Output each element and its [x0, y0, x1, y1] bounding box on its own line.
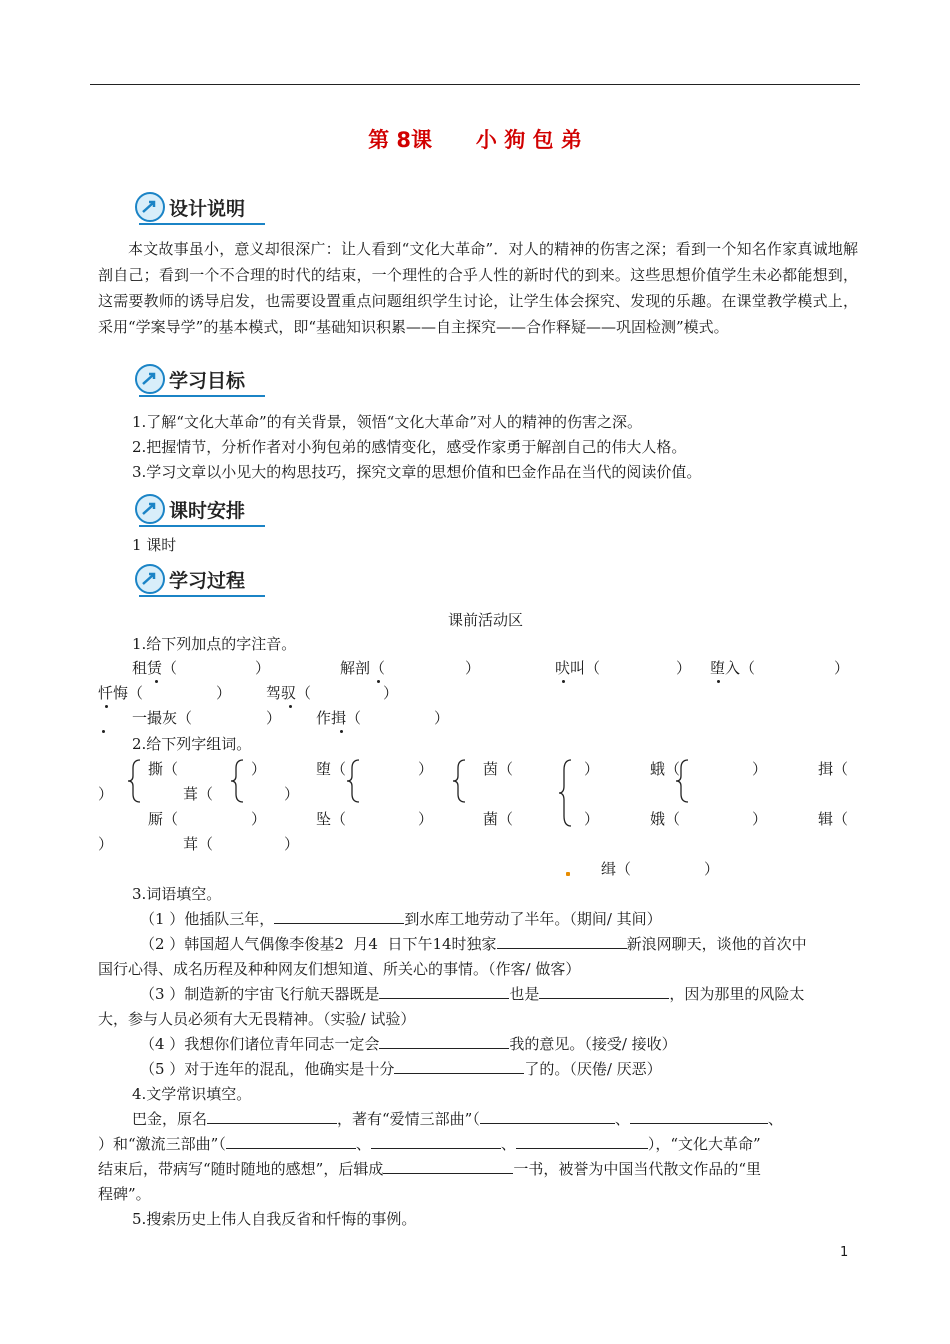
fill-sentence — [98, 1159, 761, 1179]
answer-blank[interactable] — [630, 1123, 768, 1124]
page-number: 1 — [840, 1245, 849, 1260]
fill-text: 也是 — [509, 985, 540, 1003]
fill-text: 新浪网聊天，谈他的首次中 — [626, 935, 807, 953]
fill-text: （1 ）他插队三年， — [140, 910, 275, 928]
fill-sentence — [140, 909, 662, 929]
section-banner-schedule — [135, 492, 275, 526]
word-blank-end: ） — [752, 810, 768, 828]
area-title: 课前活动区 — [448, 611, 524, 629]
word-item: 葺（ — [183, 785, 214, 803]
answer-blank[interactable] — [480, 1123, 615, 1124]
emphasis-dot — [717, 680, 720, 683]
top-rule — [90, 84, 860, 85]
pinyin-item: 租赁（ — [132, 659, 178, 677]
arrow-icon — [135, 564, 165, 594]
goal-item: 1.了解“文化大革命”的有关背景，领悟“文化大革命”对人的精神的伤害之深。 — [132, 413, 642, 431]
brace-icon — [228, 758, 248, 804]
pinyin-item: 忏悔（ — [98, 684, 144, 702]
arrow-icon — [135, 364, 165, 394]
emphasis-dot — [340, 730, 343, 733]
answer-blank[interactable] — [379, 1048, 509, 1049]
fill-text: ），“文化大革命” — [647, 1135, 761, 1153]
pinyin-item: 解剖（ — [340, 659, 386, 677]
word-item: 堕（ — [316, 760, 347, 778]
answer-blank[interactable] — [539, 998, 669, 999]
banner-underline — [139, 223, 265, 225]
fill-text: 一书，被誉为中国当代散文作品的“里 — [513, 1160, 762, 1178]
pinyin-blank-end: ） — [465, 659, 481, 677]
arrow-icon — [135, 494, 165, 524]
question-1-title: 1.给下列加点的字注音。 — [132, 635, 297, 653]
emphasis-dot — [562, 680, 565, 683]
fill-sentence — [140, 984, 804, 1004]
answer-blank[interactable] — [371, 1148, 501, 1149]
emphasis-dot — [377, 680, 380, 683]
fill-text: 到水库工地劳动了半年。（期间/ 其间） — [404, 910, 662, 928]
brace-icon — [450, 758, 470, 804]
word-item: 蛾（ — [650, 760, 681, 778]
answer-blank[interactable] — [379, 998, 509, 999]
word-item: 缉（ — [601, 860, 632, 878]
banner-underline — [139, 595, 265, 597]
fill-text: 结束后，带病写“随时随地的感想”，后辑成 — [98, 1160, 384, 1178]
word-blank-end: ） — [251, 810, 267, 828]
word-blank-end: ） — [98, 785, 114, 803]
word-item: 菌（ — [483, 810, 514, 828]
fill-text: 、 — [614, 1110, 630, 1128]
fill-text: 程碑”。 — [98, 1185, 151, 1203]
fill-text: 巴金，原名 — [132, 1110, 208, 1128]
emphasis-dot — [105, 705, 108, 708]
section-title: 课时安排 — [169, 500, 246, 522]
answer-blank[interactable] — [383, 1173, 513, 1174]
word-blank-end: ） — [584, 760, 600, 778]
fill-text: 、 — [355, 1135, 371, 1153]
fill-sentence — [132, 1109, 783, 1129]
pinyin-item: 驾驭（ — [266, 684, 312, 702]
schedule-text: 1 课时 — [132, 536, 177, 554]
fill-text: 了的。（厌倦/ 厌恶） — [524, 1060, 662, 1078]
pinyin-blank-end: ） — [434, 709, 450, 727]
banner-underline — [139, 525, 265, 527]
fill-text: （3 ）制造新的宇宙飞行航天器既是 — [140, 985, 380, 1003]
goal-item: 2.把握情节，分析作者对小狗包弟的感情变化，感受作家勇于解剖自己的伟大人格。 — [132, 438, 687, 456]
design-paragraph: 本文故事虽小，意义却很深广：让人看到“文化大革命”．对人的精神的伤害之深；看到一个知名作家真诚地解剖自己；看到一个不合理的时代的结束，一个理性的合乎人性的新时代的到来。这些思想价值学生未必都能想到，这需要教师的诱导启发，也需要设置重点问题组织学生讨论，让学生体会探究、发现的乐趣。在课堂教学模式上，采用“学案导学”的基本模式，即“基础知识积累——自主探究——合作释疑——巩固检测”模式。 — [98, 240, 858, 336]
word-item: 坠（ — [316, 810, 347, 828]
fill-text: 我的意见。（接受/ 接收） — [509, 1035, 677, 1053]
pinyin-item: 吠叫（ — [555, 659, 601, 677]
word-blank-end: ） — [418, 760, 434, 778]
pinyin-blank-end: ） — [834, 659, 850, 677]
answer-blank[interactable] — [497, 948, 627, 949]
word-blank-end: ） — [98, 835, 114, 853]
question-3-title: 3.词语填空。 — [132, 885, 222, 903]
goal-item: 3.学习文章以小见大的构思技巧，探究文章的思想价值和巴金作品在当代的阅读价值。 — [132, 463, 702, 481]
lesson-title: 第 8课 小 狗 包 弟 — [368, 128, 582, 152]
pinyin-item: 作揖（ — [316, 709, 362, 727]
word-blank-end: ） — [284, 835, 300, 853]
question-5-title: 5.搜索历史上伟人自我反省和忏悔的事例。 — [132, 1210, 417, 1228]
pinyin-blank-end: ） — [216, 684, 232, 702]
section-title: 学习过程 — [169, 570, 246, 592]
word-item: 厮（ — [148, 810, 179, 828]
question-4-title: 4.文学常识填空。 — [132, 1085, 252, 1103]
word-item: 揖（ — [818, 760, 849, 778]
section-title: 学习目标 — [169, 370, 246, 392]
word-blank-end: ） — [284, 785, 300, 803]
section-banner-process — [135, 562, 275, 596]
fill-text: ）和“激流三部曲”（ — [98, 1135, 226, 1153]
section-banner-design — [135, 190, 275, 224]
fill-sentence — [140, 1059, 662, 1079]
pinyin-blank-end: ） — [676, 659, 692, 677]
word-blank-end: ） — [251, 760, 267, 778]
brace-icon — [125, 758, 145, 804]
section-title: 设计说明 — [169, 198, 246, 220]
fill-text: （4 ）我想你们诸位青年同志一定会 — [140, 1035, 380, 1053]
fill-sentence — [140, 1034, 677, 1054]
answer-blank[interactable] — [226, 1148, 356, 1149]
word-blank-end: ） — [752, 760, 768, 778]
brace-icon — [556, 758, 576, 828]
answer-blank[interactable] — [516, 1148, 648, 1149]
fill-text: （2 ）韩国超人气偶像李俊基2 月4 日下午14时独家 — [140, 935, 497, 953]
banner-underline — [139, 395, 265, 397]
word-item: 茸（ — [183, 835, 214, 853]
answer-blank[interactable] — [274, 923, 404, 924]
pinyin-blank-end: ） — [266, 709, 282, 727]
question-2-title: 2.给下列字组词。 — [132, 735, 252, 753]
fill-text: （5 ）对于连年的混乱，他确实是十分 — [140, 1060, 395, 1078]
fill-text: 大，参与人员必须有大无畏精神。（实验/ 试验） — [98, 1010, 416, 1028]
answer-blank[interactable] — [207, 1123, 337, 1124]
fill-text: 、 — [500, 1135, 516, 1153]
word-blank-end: ） — [418, 810, 434, 828]
brace-icon — [344, 758, 364, 804]
pinyin-blank-end: ） — [383, 684, 399, 702]
fill-text: ，著有“爱情三部曲”（ — [337, 1110, 480, 1128]
fill-sentence — [98, 1134, 761, 1154]
answer-blank[interactable] — [394, 1073, 524, 1074]
pinyin-item: 一撮灰（ — [132, 709, 193, 727]
word-item: 茵（ — [483, 760, 514, 778]
arrow-icon — [135, 192, 165, 222]
fill-sentence — [140, 934, 807, 954]
word-blank-end: ） — [584, 810, 600, 828]
word-item: 辑（ — [818, 810, 849, 828]
pinyin-blank-end: ） — [255, 659, 271, 677]
pinyin-item: 堕入（ — [710, 659, 756, 677]
word-item: 娥（ — [650, 810, 681, 828]
emphasis-dot — [289, 705, 292, 708]
fill-text: 国行心得、成名历程及种种网友们想知道、所关心的事情。（作客/ 做客） — [98, 960, 581, 978]
word-blank-end: ） — [704, 860, 720, 878]
fill-text: ，因为那里的风险太 — [669, 985, 805, 1003]
emphasis-dot — [155, 680, 158, 683]
section-banner-goals — [135, 362, 275, 396]
fill-text: 、 — [767, 1110, 783, 1128]
emphasis-dot — [102, 730, 105, 733]
orange-marker-icon — [566, 872, 570, 876]
word-item: 撕（ — [148, 760, 179, 778]
